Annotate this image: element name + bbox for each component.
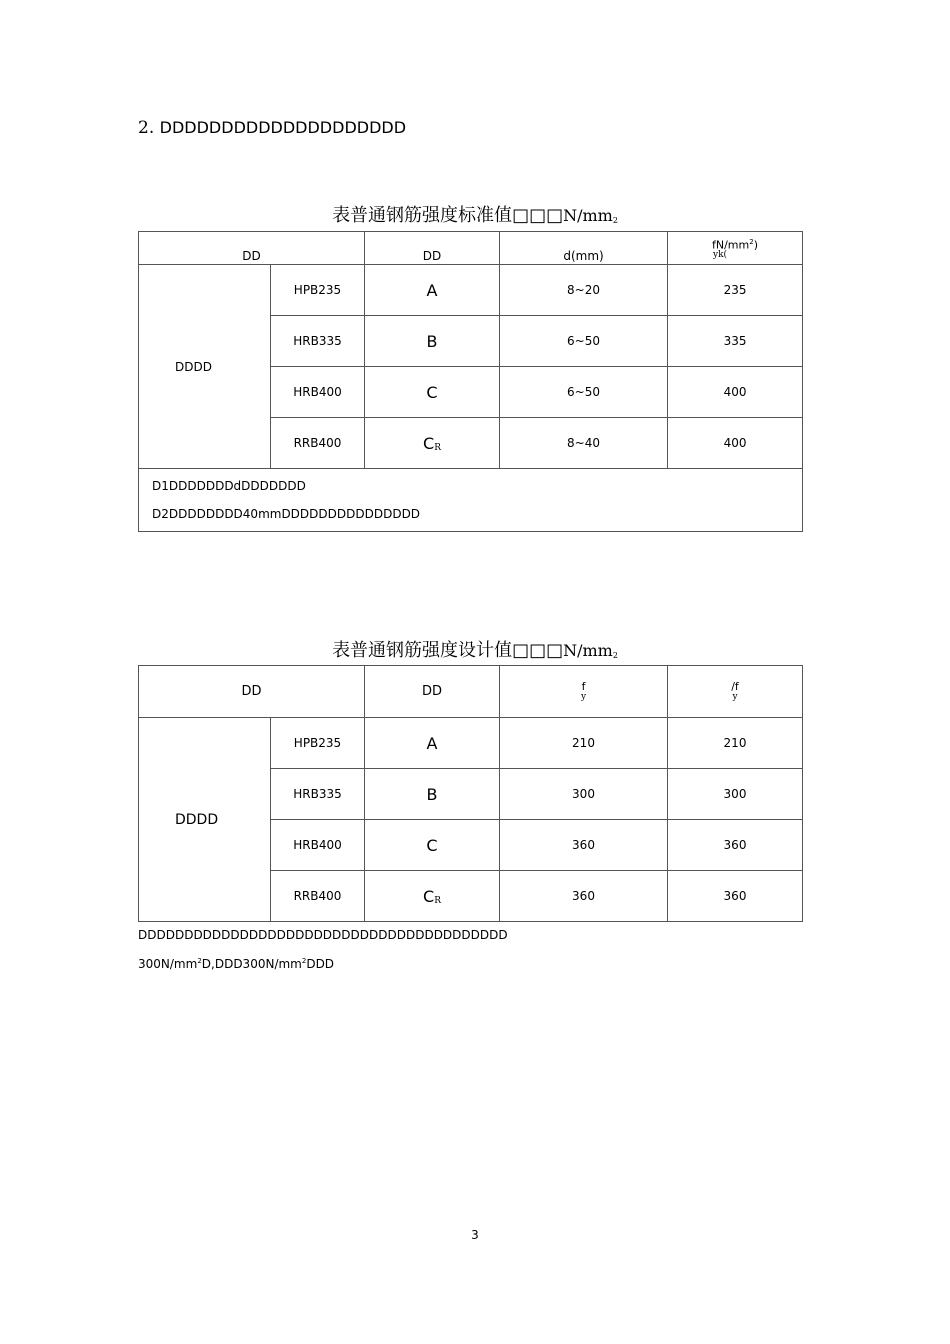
table1-unit-text: N/mm bbox=[563, 206, 613, 225]
fy-value: 300 bbox=[500, 769, 668, 820]
fy2-value: 360 bbox=[668, 820, 803, 871]
steel-grade bbox=[365, 316, 500, 367]
grade-letter: A bbox=[426, 280, 438, 300]
table2-header-fy2 bbox=[668, 666, 803, 718]
table1-header-fyk bbox=[668, 232, 803, 265]
table2-caption-boxes: □□□ bbox=[512, 640, 564, 661]
design-strength-table bbox=[138, 665, 803, 922]
table2-header-row bbox=[139, 666, 803, 718]
grade-letter: C bbox=[426, 382, 438, 402]
footnote-part-a: 300N/mm bbox=[138, 957, 198, 971]
fy2-value: 210 bbox=[668, 718, 803, 769]
fyk-header-text: fN/mm bbox=[712, 238, 750, 252]
steel-grade bbox=[365, 265, 500, 316]
table2-group-label: DDDD bbox=[139, 718, 271, 922]
steel-grade bbox=[365, 718, 500, 769]
table2-unit-sub: 2 bbox=[612, 651, 618, 660]
table2-header-grade: DD bbox=[365, 666, 500, 718]
table1-note-2: D2DDDDDDDD40mmDDDDDDDDDDDDDDD bbox=[152, 507, 421, 521]
fy-value: 360 bbox=[500, 820, 668, 871]
page-number: 3 bbox=[471, 1228, 479, 1242]
footnote-sup-2: 2 bbox=[301, 957, 307, 965]
table2-header-type: DD bbox=[139, 666, 365, 718]
fy-value: 210 bbox=[500, 718, 668, 769]
table1-caption-text: 表普通钢筋强度标准值 bbox=[332, 205, 513, 226]
fyk-header-close: ) bbox=[753, 238, 759, 252]
fyk-value: 235 bbox=[668, 265, 803, 316]
fy-header-sub: y bbox=[580, 692, 587, 702]
fy2-header-sub: y bbox=[732, 692, 738, 702]
grade-letter: A bbox=[426, 733, 438, 753]
fyk-header-sub: yk( bbox=[712, 250, 728, 261]
table1-caption-boxes: □□□ bbox=[512, 205, 564, 226]
table2-caption-text: 表普通钢筋强度设计值 bbox=[332, 640, 513, 661]
table1-note-1: D1DDDDDDDdDDDDDDD bbox=[152, 479, 306, 493]
steel-type: RRB400 bbox=[271, 418, 365, 469]
standard-strength-table bbox=[138, 231, 803, 532]
table1-unit-sub: 2 bbox=[612, 216, 618, 225]
section-heading bbox=[138, 118, 406, 138]
footnote-sup-1: 2 bbox=[197, 957, 202, 965]
diameter-range: 8~20 bbox=[500, 265, 668, 316]
table1-notes-row bbox=[139, 469, 803, 532]
grade-sub: R bbox=[434, 442, 441, 453]
fyk-header-sup: 2 bbox=[749, 237, 754, 246]
steel-grade bbox=[365, 820, 500, 871]
grade-letter: C bbox=[426, 835, 438, 855]
footnote-part-b: D,DDD300N/mm bbox=[201, 957, 302, 971]
fy2-header-main: /f bbox=[731, 680, 739, 693]
grade-sub: R bbox=[434, 895, 441, 906]
steel-type: HPB235 bbox=[271, 718, 365, 769]
steel-grade bbox=[365, 418, 500, 469]
steel-grade bbox=[365, 367, 500, 418]
table-row bbox=[139, 265, 803, 316]
section-number: 2. bbox=[138, 118, 155, 138]
steel-type: HRB400 bbox=[271, 367, 365, 418]
table2-caption bbox=[0, 636, 950, 662]
fy2-value: 300 bbox=[668, 769, 803, 820]
diameter-range: 6~50 bbox=[500, 367, 668, 418]
table2-caption-unit bbox=[563, 641, 618, 660]
fy-header-main: f bbox=[581, 680, 586, 693]
steel-type: HPB235 bbox=[271, 265, 365, 316]
table1-header-row bbox=[139, 232, 803, 265]
grade-letter: C bbox=[423, 886, 435, 906]
footnote-line-2 bbox=[138, 957, 334, 971]
fyk-value: 335 bbox=[668, 316, 803, 367]
fy-value: 360 bbox=[500, 871, 668, 922]
steel-grade bbox=[365, 871, 500, 922]
grade-letter: C bbox=[423, 433, 435, 453]
grade-letter: B bbox=[426, 331, 438, 351]
table-row bbox=[139, 718, 803, 769]
table1-caption bbox=[0, 201, 950, 227]
table2-unit-text: N/mm bbox=[563, 641, 613, 660]
diameter-range: 6~50 bbox=[500, 316, 668, 367]
table1-header-grade: DD bbox=[365, 232, 500, 265]
steel-type: HRB335 bbox=[271, 316, 365, 367]
table2-header-fy bbox=[500, 666, 668, 718]
fyk-header-main bbox=[668, 236, 802, 252]
grade-letter: B bbox=[426, 784, 438, 804]
steel-type: HRB400 bbox=[271, 820, 365, 871]
table1-header-type: DD bbox=[139, 232, 365, 265]
steel-type: RRB400 bbox=[271, 871, 365, 922]
fy2-value: 360 bbox=[668, 871, 803, 922]
diameter-range: 8~40 bbox=[500, 418, 668, 469]
footnote-part-c: DDD bbox=[306, 957, 335, 971]
steel-grade bbox=[365, 769, 500, 820]
table1-caption-unit bbox=[563, 206, 618, 225]
footnote-line-1: DDDDDDDDDDDDDDDDDDDDDDDDDDDDDDDDDDDDDDDD bbox=[138, 928, 508, 942]
fyk-value: 400 bbox=[668, 367, 803, 418]
table1-header-diameter: d(mm) bbox=[500, 232, 668, 265]
table1-notes bbox=[139, 469, 803, 532]
section-title: DDDDDDDDDDDDDDDDDDDD bbox=[159, 118, 407, 137]
table1-group-label: DDDD bbox=[139, 265, 271, 469]
steel-type: HRB335 bbox=[271, 769, 365, 820]
fyk-value: 400 bbox=[668, 418, 803, 469]
